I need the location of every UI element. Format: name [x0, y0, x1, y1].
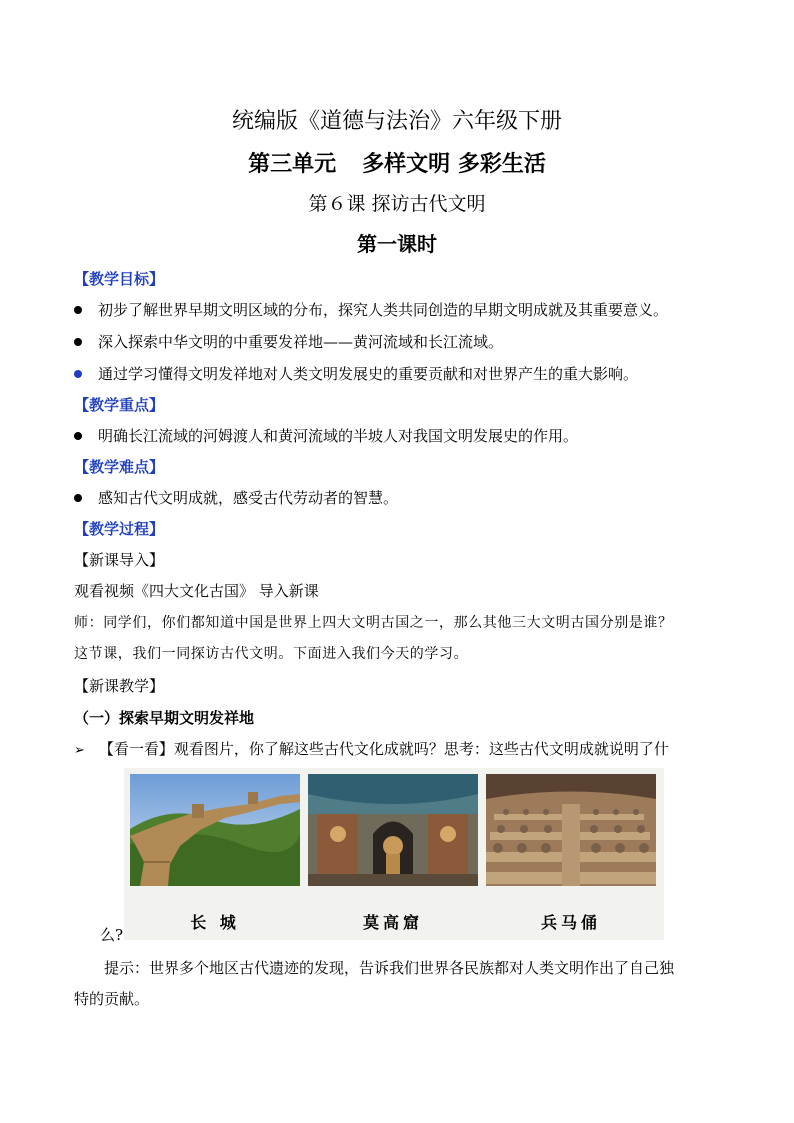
- process-heading: 【教学过程】: [74, 520, 165, 538]
- hint-line-1: 提示：世界多个地区古代遗迹的发现，告诉我们世界各民族都对人类文明作出了自己独: [104, 959, 675, 977]
- look-prompt: ➢ 【看一看】观看图片，你了解这些古代文化成就吗？思考：这些古代文明成就说明了什: [74, 740, 669, 758]
- bullet-icon: [74, 306, 82, 314]
- part-one-heading: （一）探索早期文明发祥地: [74, 709, 255, 727]
- look-prompt-continued: 么?: [100, 926, 124, 944]
- unit-title: [0, 147, 794, 178]
- arrow-bullet-icon: ➢: [74, 743, 85, 758]
- document-title: 统编版《道德与法治》六年级下册: [231, 109, 562, 134]
- teacher-line-2: 这节课，我们一同探访古代文明。下面进入我们今天的学习。: [74, 646, 469, 662]
- key-point-item: 明确长江流域的河姆渡人和黄河流域的半坡人对我国文明发展史的作用。: [74, 425, 578, 446]
- period-title: 第一课时: [357, 232, 437, 256]
- bullet-icon: [74, 432, 82, 440]
- objective-item: 初步了解世界早期文明区域的分布，探究人类共同创造的早期文明成就及其重要意义。: [74, 299, 668, 320]
- bullet-icon: [74, 338, 82, 346]
- new-lesson-heading: 【新课教学】: [74, 677, 165, 695]
- hint-line-2: 特的贡献。: [74, 990, 150, 1008]
- key-points-heading: 【教学重点】: [74, 396, 165, 414]
- difficulties-heading: 【教学难点】: [74, 458, 165, 476]
- lesson-title: 第６课 探访古代文明: [308, 193, 486, 215]
- objectives-heading: 【教学目标】: [74, 270, 165, 288]
- teacher-line-1: 师：同学们，你们都知道中国是世界上四大文明古国之一，那么其他三大文明古国分别是谁？: [74, 615, 673, 631]
- objective-item: 深入探索中华文明的中重要发祥地——黄河流域和长江流域。: [74, 331, 503, 352]
- bullet-icon: [74, 494, 82, 502]
- intro-heading: 【新课导入】: [74, 551, 165, 569]
- bullet-icon: [74, 370, 82, 378]
- terracotta-army-photo: [486, 774, 656, 886]
- photo-caption: 莫高窟: [362, 913, 423, 932]
- photo-caption: 兵马俑: [540, 913, 601, 932]
- photo-caption: 长 城: [190, 913, 240, 932]
- photo-strip: [124, 768, 664, 940]
- unit-name: 多样文明 多彩生活: [362, 152, 546, 177]
- objective-item: 通过学习懂得文明发祥地对人类文明发展史的重要贡献和对世界产生的重大影响。: [74, 363, 638, 384]
- intro-text: 观看视频《四大文化古国》 导入新课: [74, 582, 319, 600]
- mogao-caves-photo: [308, 774, 478, 886]
- unit-label: 第三单元: [248, 152, 337, 177]
- difficulty-item: 感知古代文明成就，感受古代劳动者的智慧。: [74, 487, 398, 508]
- great-wall-photo: [130, 774, 300, 886]
